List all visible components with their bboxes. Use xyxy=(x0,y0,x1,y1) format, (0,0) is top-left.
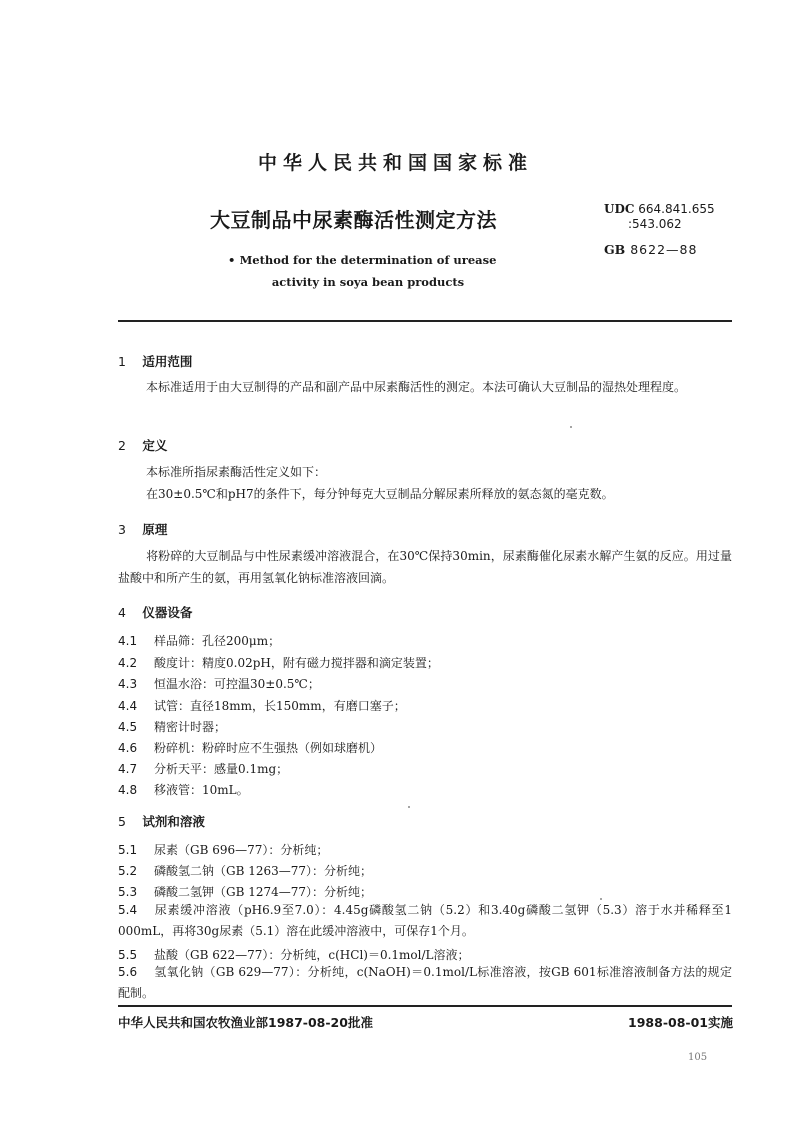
item-text: 尿素缓冲溶液（pH6.9至7.0）：4.45g磷酸氢二钠（5.2）和3.40g磷酸二氢钾（5.3）溶于水并稀释至1 000mL，再将30g尿素（5.1）溶在此缓冲溶液中，可保存1个月。 xyxy=(118,903,732,938)
list-item xyxy=(118,962,732,1004)
item-text: 粉碎机：粉碎时应不生强热（例如球磨机） xyxy=(154,741,383,755)
item-number: 4.2 xyxy=(118,656,138,670)
definition-intro: 本标准所指尿素酶活性定义如下： xyxy=(146,465,327,479)
footer-divider xyxy=(118,1005,732,1007)
item-text: 磷酸二氢钾（GB 1274—77）：分析纯； xyxy=(154,885,373,899)
scan-speck xyxy=(570,426,572,428)
item-number: 4.5 xyxy=(118,720,138,734)
list-item xyxy=(118,946,470,963)
item-text: 盐酸（GB 622—77）：分析纯，c(HCl)＝0.1mol/L溶液； xyxy=(154,948,470,962)
item-number: 4.4 xyxy=(118,699,138,713)
item-text: 样品筛：孔径200μm； xyxy=(154,634,281,648)
item-text: 精密计时器； xyxy=(154,720,227,734)
item-text: 磷酸氢二钠（GB 1263—77）：分析纯； xyxy=(154,864,373,878)
effective-date: 1988-08-01实施 xyxy=(628,1015,733,1030)
item-text: 试管：直径18mm，长150mm，有磨口塞子； xyxy=(154,699,406,713)
title-en-line1: Method for the determination of urease xyxy=(239,253,497,267)
section-number: 1 xyxy=(118,354,126,369)
document-title-en xyxy=(228,249,500,293)
item-number: 5.4 xyxy=(118,903,138,917)
udc-line1: 664.841.655 xyxy=(638,202,715,216)
standard-org-title: 中华人民共和国国家标准 xyxy=(257,152,533,174)
paragraph-text: 本标准适用于由大豆制得的产品和副产品中尿素酶活性的测定。本法可确认大豆制品的湿热处理程度。 xyxy=(146,380,687,394)
item-number: 4.8 xyxy=(118,783,138,797)
header-divider xyxy=(118,320,732,322)
paragraph-text: 将粉碎的大豆制品与中性尿素缓冲溶液混合，在30℃保持30min，尿素酶催化尿素水解产生氨的反应。用过量盐酸中和所产生的氨，再用氢氧化钠标准溶液回滴。 xyxy=(118,549,732,585)
section-2-text xyxy=(118,461,732,505)
section-title: 适用范围 xyxy=(142,354,193,369)
list-item xyxy=(118,900,732,942)
list-item xyxy=(118,675,320,692)
document-title-cn: 大豆制品中尿素酶活性测定方法 xyxy=(210,208,497,232)
section-number: 2 xyxy=(118,438,126,453)
section-4-heading xyxy=(118,603,192,621)
gb-number: 8622—88 xyxy=(630,242,698,257)
title-bullet: • xyxy=(228,253,236,267)
scan-speck xyxy=(408,806,410,808)
item-number: 5.5 xyxy=(118,948,138,962)
list-item xyxy=(118,654,439,671)
section-number: 3 xyxy=(118,522,126,537)
gb-label: GB xyxy=(604,242,626,257)
item-text: 分析天平：感量0.1mg； xyxy=(154,762,289,776)
list-item xyxy=(118,781,249,798)
udc-line2: :543.062 xyxy=(628,217,682,231)
section-title: 试剂和溶液 xyxy=(142,814,205,829)
list-item xyxy=(118,632,280,649)
section-title: 原理 xyxy=(142,522,168,537)
item-number: 5.1 xyxy=(118,843,138,857)
item-number: 4.6 xyxy=(118,741,138,755)
page-number: 105 xyxy=(688,1052,708,1063)
item-number: 4.3 xyxy=(118,677,138,691)
section-number: 5 xyxy=(118,814,126,829)
list-item xyxy=(118,697,406,714)
item-number: 4.7 xyxy=(118,762,138,776)
item-number: 5.6 xyxy=(118,965,138,979)
list-item xyxy=(118,739,382,756)
item-number: 5.3 xyxy=(118,885,138,899)
title-en-line2: activity in soya bean products xyxy=(271,275,465,289)
item-text: 氢氧化钠（GB 629—77）：分析纯，c(NaOH)＝0.1mol/L标准溶液，按GB 601标准溶液制备方法的规定配制。 xyxy=(118,965,732,1000)
section-3-heading xyxy=(118,520,167,538)
udc-classification xyxy=(604,202,715,232)
section-title: 定义 xyxy=(142,438,168,453)
section-2-heading xyxy=(118,436,167,454)
approval-notice: 中华人民共和国农牧渔业部1987-08-20批准 xyxy=(118,1015,373,1030)
section-1-heading xyxy=(118,352,192,370)
scan-speck xyxy=(600,898,602,900)
section-5-heading xyxy=(118,812,205,830)
section-title: 仪器设备 xyxy=(142,605,193,620)
section-1-text xyxy=(118,376,732,398)
item-text: 尿素（GB 696—77）：分析纯； xyxy=(154,843,329,857)
list-item xyxy=(118,841,328,858)
section-3-text xyxy=(118,545,732,589)
list-item xyxy=(118,760,288,777)
gb-standard-number xyxy=(604,242,697,257)
item-number: 5.2 xyxy=(118,864,138,878)
item-text: 酸度计：精度0.02pH，附有磁力搅拌器和滴定装置； xyxy=(154,656,439,670)
item-text: 恒温水浴：可控温30±0.5℃； xyxy=(154,677,320,691)
item-number: 4.1 xyxy=(118,634,138,648)
section-number: 4 xyxy=(118,605,126,620)
list-item xyxy=(118,862,372,879)
list-item xyxy=(118,718,226,735)
udc-label: UDC xyxy=(604,202,635,216)
item-text: 移液管：10mL。 xyxy=(154,783,249,797)
definition-text: 在30±0.5℃和pH7的条件下，每分钟每克大豆制品分解尿素所释放的氨态氮的毫克数。 xyxy=(146,487,614,501)
list-item xyxy=(118,883,372,900)
